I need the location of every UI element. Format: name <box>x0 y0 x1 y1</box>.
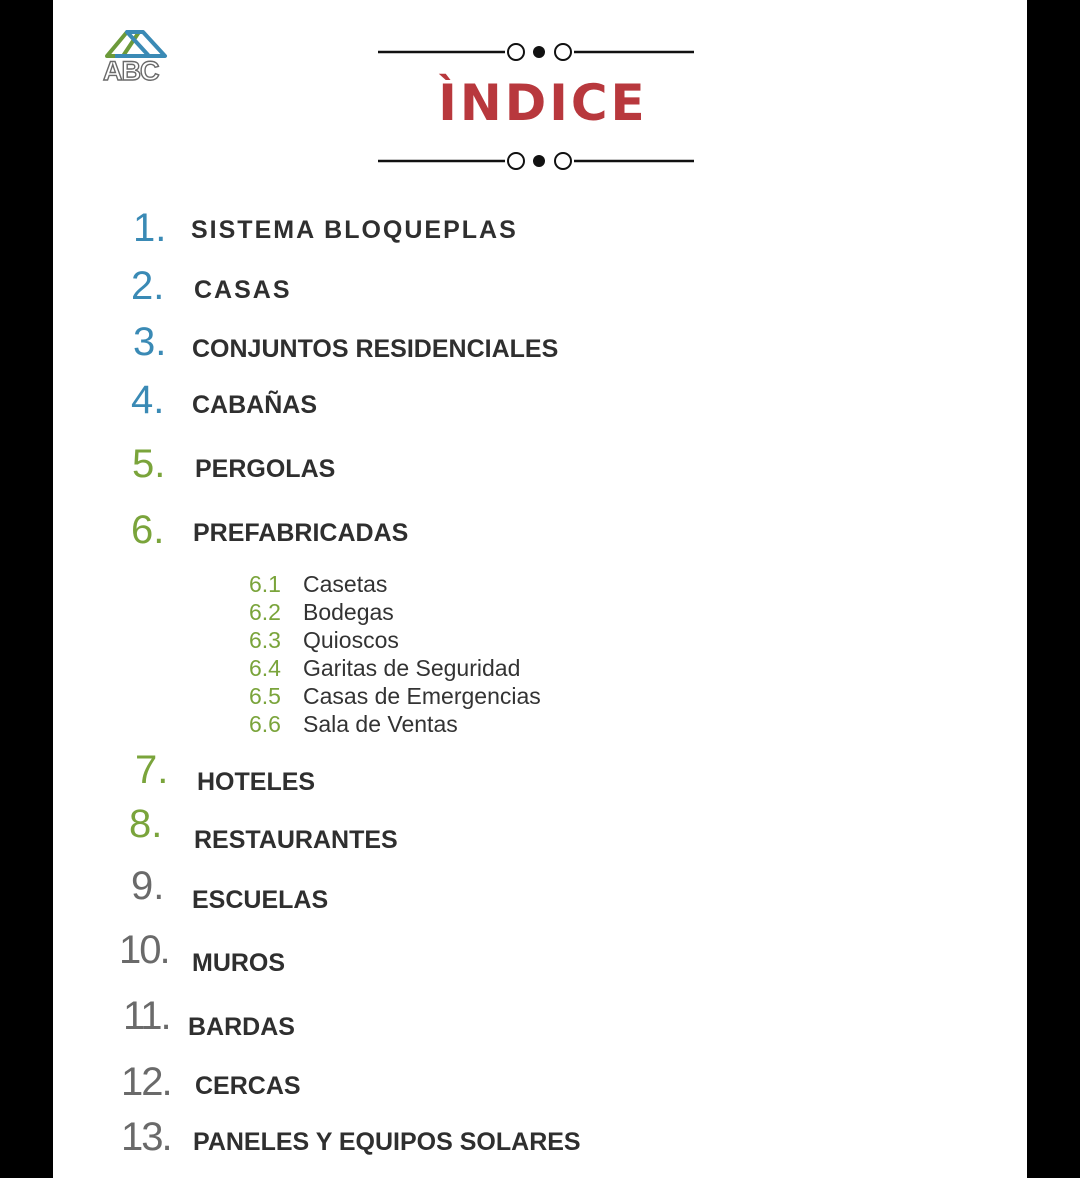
index-number: 4. <box>131 378 165 422</box>
subindex-item-6-2 <box>249 601 394 624</box>
subindex-label: Casetas <box>303 571 388 597</box>
top-ornament-divider <box>378 42 694 62</box>
index-number: 12. <box>121 1060 171 1104</box>
index-label: CONJUNTOS RESIDENCIALES <box>192 335 559 363</box>
index-number: 9. <box>131 864 165 908</box>
index-label: SISTEMA BLOQUEPLAS <box>191 216 518 244</box>
abc-logo <box>103 26 173 90</box>
index-number: 2. <box>131 264 165 308</box>
subindex-number: 6.6 <box>249 711 281 737</box>
index-number: 7. <box>135 748 169 792</box>
subindex-item-6-4 <box>249 657 520 680</box>
index-label: CASAS <box>194 276 292 304</box>
subindex-number: 6.5 <box>249 683 281 709</box>
index-label: PERGOLAS <box>195 455 336 483</box>
index-number: 1. <box>133 206 167 250</box>
subindex-label: Quioscos <box>303 627 399 653</box>
subindex-label: Casas de Emergencias <box>303 683 541 709</box>
index-label: RESTAURANTES <box>194 826 398 854</box>
index-label: CABAÑAS <box>192 391 317 419</box>
index-label: BARDAS <box>188 1013 295 1041</box>
index-number: 13. <box>121 1115 171 1159</box>
subindex-number: 6.2 <box>249 599 281 625</box>
index-number: 5. <box>132 442 166 486</box>
bottom-ornament-divider <box>378 151 694 171</box>
index-page <box>53 0 1027 1178</box>
index-number: 11. <box>123 994 170 1038</box>
index-label: PANELES Y EQUIPOS SOLARES <box>193 1128 581 1156</box>
index-number: 6. <box>131 508 165 552</box>
index-label: PREFABRICADAS <box>193 519 409 547</box>
index-label: CERCAS <box>195 1072 301 1100</box>
logo-text: ABC <box>103 56 159 86</box>
subindex-label: Bodegas <box>303 599 394 625</box>
index-label: ESCUELAS <box>192 886 329 914</box>
index-number: 3. <box>133 320 167 364</box>
subindex-number: 6.1 <box>249 571 281 597</box>
subindex-label: Sala de Ventas <box>303 711 458 737</box>
subindex-number: 6.3 <box>249 627 281 653</box>
index-label: HOTELES <box>197 768 316 796</box>
page-title: ÌNDICE <box>438 74 648 132</box>
subindex-label: Garitas de Seguridad <box>303 655 521 681</box>
subindex-number: 6.4 <box>249 655 281 681</box>
index-number: 10. <box>119 928 169 972</box>
subindex-item-6-3 <box>249 629 399 652</box>
index-number: 8. <box>129 802 163 846</box>
subindex-item-6-1 <box>249 573 387 596</box>
index-label: MUROS <box>192 949 286 977</box>
subindex-item-6-5 <box>249 685 541 708</box>
subindex-item-6-6 <box>249 713 458 736</box>
